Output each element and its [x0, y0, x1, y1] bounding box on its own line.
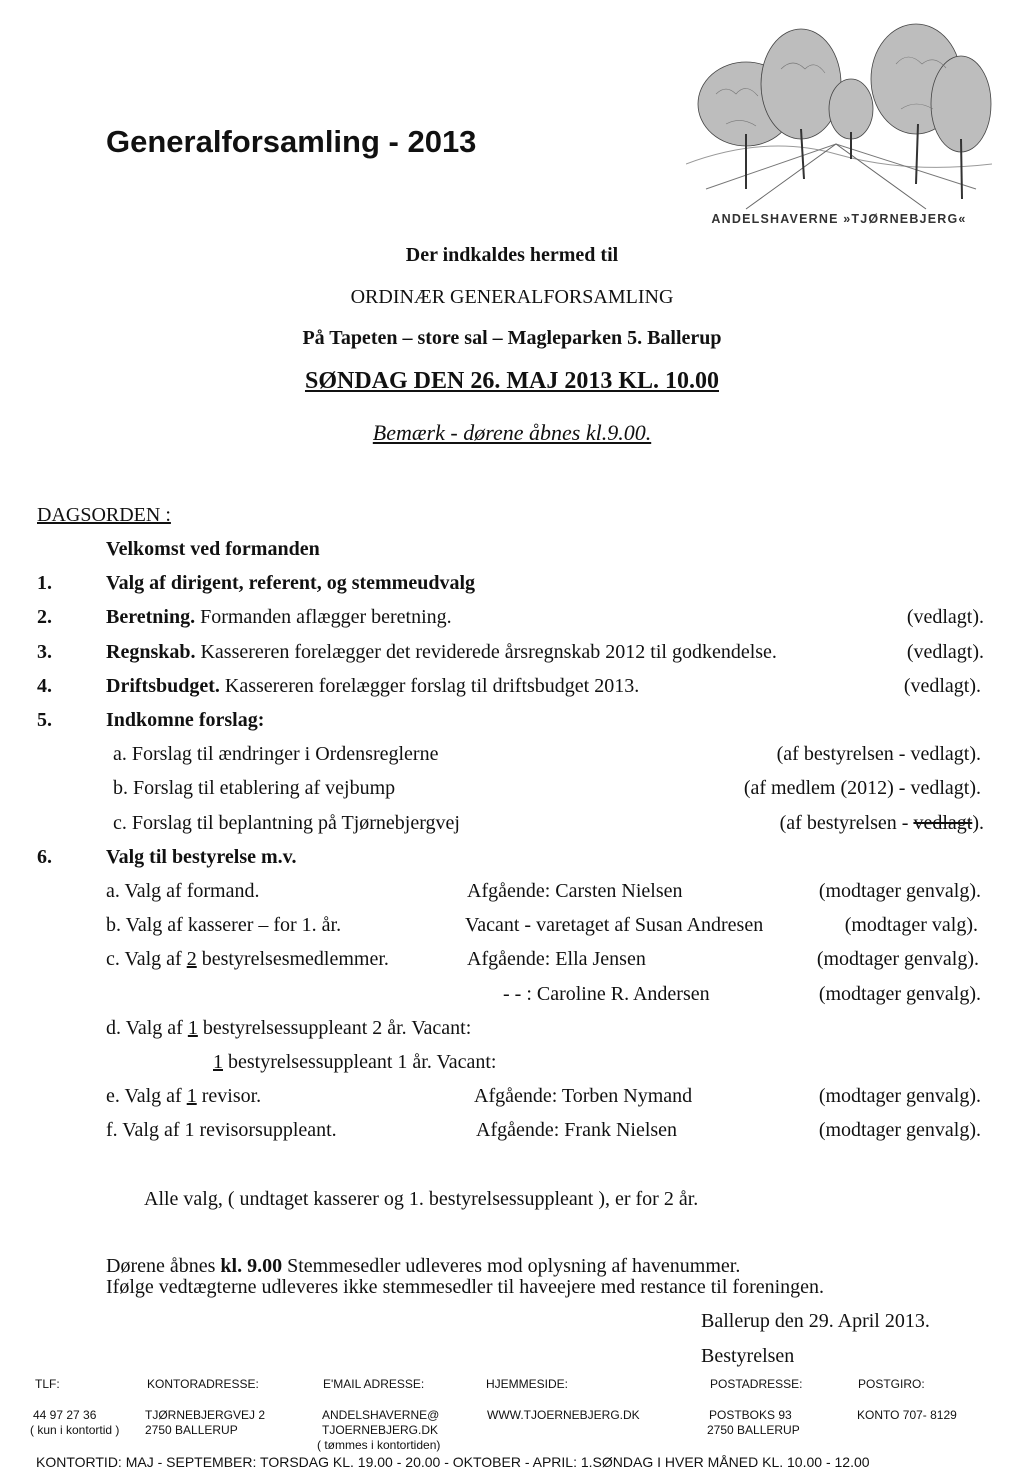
footer-email-label: E'MAIL ADRESSE:	[323, 1377, 425, 1391]
agenda-item-2-note: (vedlagt).	[906, 606, 984, 628]
election-d2-post: bestyrelsessuppleant 1 år. Vacant:	[223, 1051, 497, 1073]
election-d2	[213, 1051, 496, 1074]
footer-email-1: ANDELSHAVERNE@	[322, 1408, 440, 1422]
proposal-c-note	[780, 812, 984, 835]
proposal-a: a. Forslag til ændringer i Ordensreglerne	[113, 743, 439, 765]
election-d-post: bestyrelsessuppleant 2 år. Vacant:	[197, 1017, 472, 1039]
logo-text: ANDELSHAVERNE »TJØRNEBJERG«	[711, 212, 967, 226]
footer-email-2: TJOERNEBJERG.DK	[322, 1423, 439, 1437]
proposal-a-note: (af bestyrelsen - vedlagt).	[776, 743, 981, 765]
item-text: Kassereren forelægger det reviderede årsregnskab 2012 til godkendelse.	[195, 641, 777, 663]
election-c-count: 2	[186, 948, 197, 970]
tree-avenue-illustration	[686, 14, 992, 210]
agenda-item-2-number: 2.	[37, 606, 52, 628]
footer-web-label: HJEMMESIDE:	[486, 1377, 569, 1391]
agenda-item-4-number: 4.	[37, 675, 52, 697]
logo	[686, 14, 992, 232]
footer-phone-note: ( kun i kontortid )	[30, 1423, 120, 1437]
footer-office-city: 2750 BALLERUP	[145, 1423, 238, 1437]
election-b-note: (modtager valg).	[844, 914, 978, 936]
election-e-post: revisor.	[196, 1085, 262, 1107]
agenda-item-5-title: Indkomne forslag:	[106, 709, 265, 731]
invitation-location: På Tapeten – store sal – Magleparken 5. Ballerup	[302, 327, 722, 349]
doors-info	[106, 1255, 740, 1278]
election-d-count: 1	[187, 1017, 198, 1039]
election-d-pre: d. Valg af	[106, 1017, 188, 1039]
agenda-item-3-note: (vedlagt).	[906, 641, 984, 663]
proposal-b-note: (af medlem (2012) - vedlagt).	[743, 777, 981, 799]
doors-note: Bemærk - dørene åbnes kl.9.00.	[372, 420, 652, 445]
election-c2-note: (modtager genvalg).	[818, 983, 981, 1005]
note-post: ).	[972, 812, 984, 834]
election-e	[106, 1085, 261, 1108]
election-b: b. Valg af kasserer – for 1. år.	[106, 914, 342, 936]
doors-post: Stemmesedler udleveres mod oplysning af havenummer.	[282, 1255, 741, 1277]
election-f-note: (modtager genvalg).	[818, 1119, 981, 1141]
election-c	[106, 948, 389, 971]
election-f: f. Valg af 1 revisorsuppleant.	[106, 1119, 337, 1141]
election-a: a. Valg af formand.	[106, 880, 260, 902]
footer-office-hours: KONTORTID: MAJ - SEPTEMBER: TORSDAG KL. 19.00 - 20.00 - OKTOBER - APRIL: 1.SØNDAG I HVER MÅNED KL. 10.00 - 12.00	[36, 1454, 870, 1470]
place-date: Ballerup den 29. April 2013.	[701, 1310, 930, 1332]
footer-post-city: 2750 BALLERUP	[707, 1423, 800, 1437]
footer-giro-label: POSTGIRO:	[858, 1377, 925, 1391]
election-c-outgoing: Afgående: Ella Jensen	[467, 948, 646, 970]
footer-email-note: ( tømmes i kontortiden)	[317, 1438, 441, 1452]
election-e-count: 1	[186, 1085, 197, 1107]
election-c-outgoing-2: - - : Caroline R. Andersen	[503, 983, 710, 1005]
item-title: Regnskab.	[106, 641, 196, 663]
ballot-rule: Ifølge vedtægterne udleveres ikke stemmesedler til haveejere med restance til foreningen.	[106, 1276, 825, 1298]
footer-post-label: POSTADRESSE:	[710, 1377, 803, 1391]
agenda-item-5-number: 5.	[37, 709, 52, 731]
agenda-item-3-number: 3.	[37, 641, 52, 663]
proposal-c: c. Forslag til beplantning på Tjørnebjergvej	[113, 812, 460, 834]
election-e-pre: e. Valg af	[106, 1085, 187, 1107]
item-number: 1.	[37, 572, 52, 594]
page-title: Generalforsamling - 2013	[106, 124, 477, 159]
proposal-b: b. Forslag til etablering af vejbump	[113, 777, 396, 799]
footer-office-street: TJØRNEBJERGVEJ 2	[145, 1408, 266, 1422]
agenda-item-3	[106, 641, 777, 664]
meeting-date: SØNDAG DEN 26. MAJ 2013 KL. 10.00	[304, 368, 719, 394]
footer-postbox: POSTBOKS 93	[709, 1408, 792, 1422]
footer-website[interactable]: WWW.TJOERNEBJERG.DK	[487, 1408, 640, 1422]
election-e-outgoing: Afgående: Torben Nymand	[474, 1085, 693, 1107]
election-f-outgoing: Afgående: Frank Nielsen	[476, 1119, 678, 1141]
agenda-item-1-title: Valg af dirigent, referent, og stemmeudvalg	[106, 572, 476, 594]
election-d2-count: 1	[213, 1051, 223, 1073]
footer-office-label: KONTORADRESSE:	[147, 1377, 259, 1391]
agenda-item-6-title: Valg til bestyrelse m.v.	[106, 846, 297, 868]
election-a-note: (modtager genvalg).	[818, 880, 981, 902]
agenda-heading: DAGSORDEN :	[37, 504, 171, 526]
note-struck: vedlagt	[913, 812, 973, 834]
agenda-item-1	[37, 572, 52, 595]
invitation-line-1: Der indkaldes hermed til	[405, 244, 619, 266]
agenda-item-4-note: (vedlagt).	[903, 675, 981, 697]
item-title: Beretning.	[106, 606, 196, 628]
election-c-note: (modtager genvalg).	[816, 948, 979, 970]
invitation-line-2: ORDINÆR GENERALFORSAMLING	[350, 286, 674, 308]
footer-phone: 44 97 27 36	[33, 1408, 97, 1422]
footer-tlf-label: TLF:	[35, 1377, 60, 1391]
item-text: Kassereren forelægger forslag til driftsbudget 2013.	[219, 675, 640, 697]
agenda-item-2	[106, 606, 452, 629]
note-pre: (af bestyrelsen -	[779, 812, 914, 834]
signature: Bestyrelsen	[701, 1345, 795, 1367]
doors-time: kl. 9.00	[220, 1255, 283, 1277]
election-d	[106, 1017, 471, 1040]
election-c-post: bestyrelsesmedlemmer.	[196, 948, 389, 970]
election-c-pre: c. Valg af	[106, 948, 187, 970]
election-e-note: (modtager genvalg).	[818, 1085, 981, 1107]
election-b-status: Vacant - varetaget af Susan Andresen	[465, 914, 764, 936]
agenda-item-4	[106, 675, 639, 698]
item-text: Formanden aflægger beretning.	[195, 606, 452, 628]
all-elections-note: Alle valg, ( undtaget kasserer og 1. bestyrelsessuppleant ), er for 2 år.	[144, 1188, 699, 1210]
election-a-outgoing: Afgående: Carsten Nielsen	[467, 880, 683, 902]
doors-pre: Dørene åbnes	[106, 1255, 221, 1277]
agenda-item-6-number: 6.	[37, 846, 52, 868]
footer-giro-account: KONTO 707- 8129	[857, 1408, 957, 1422]
agenda-welcome: Velkomst ved formanden	[106, 538, 320, 560]
item-title: Driftsbudget.	[106, 675, 220, 697]
